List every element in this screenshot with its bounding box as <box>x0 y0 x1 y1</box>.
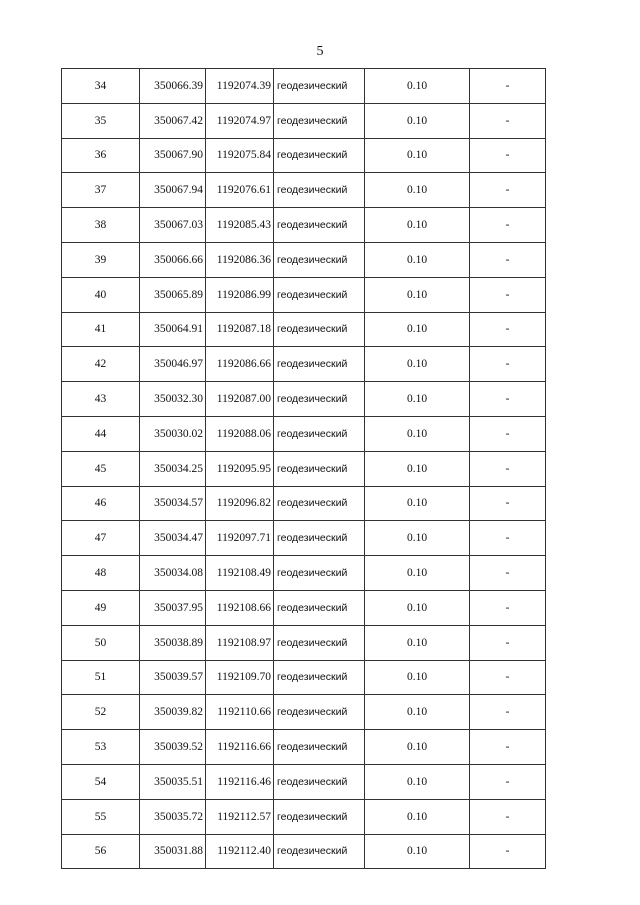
description-cell: - <box>470 799 546 834</box>
x-coordinate-cell: 350067.94 <box>140 173 206 208</box>
y-coordinate-cell: 1192074.97 <box>206 103 274 138</box>
coordinates-table <box>61 68 546 869</box>
method-cell: геодезический <box>274 590 365 625</box>
table-row <box>62 730 546 765</box>
accuracy-cell: 0.10 <box>365 382 470 417</box>
method-cell: геодезический <box>274 521 365 556</box>
table-row <box>62 521 546 556</box>
accuracy-cell: 0.10 <box>365 451 470 486</box>
x-coordinate-cell: 350066.66 <box>140 242 206 277</box>
point-number-cell: 45 <box>62 451 140 486</box>
accuracy-cell: 0.10 <box>365 347 470 382</box>
method-cell: геодезический <box>274 730 365 765</box>
accuracy-cell: 0.10 <box>365 695 470 730</box>
point-number-cell: 46 <box>62 486 140 521</box>
point-number-cell: 39 <box>62 242 140 277</box>
accuracy-cell: 0.10 <box>365 799 470 834</box>
x-coordinate-cell: 350035.51 <box>140 764 206 799</box>
accuracy-cell: 0.10 <box>365 103 470 138</box>
x-coordinate-cell: 350039.52 <box>140 730 206 765</box>
accuracy-cell: 0.10 <box>365 556 470 591</box>
point-number-cell: 41 <box>62 312 140 347</box>
accuracy-cell: 0.10 <box>365 590 470 625</box>
y-coordinate-cell: 1192112.57 <box>206 799 274 834</box>
x-coordinate-cell: 350034.57 <box>140 486 206 521</box>
y-coordinate-cell: 1192097.71 <box>206 521 274 556</box>
method-cell: геодезический <box>274 486 365 521</box>
x-coordinate-cell: 350046.97 <box>140 347 206 382</box>
y-coordinate-cell: 1192108.49 <box>206 556 274 591</box>
point-number-cell: 38 <box>62 208 140 243</box>
y-coordinate-cell: 1192109.70 <box>206 660 274 695</box>
method-cell: геодезический <box>274 312 365 347</box>
description-cell: - <box>470 312 546 347</box>
point-number-cell: 50 <box>62 625 140 660</box>
table-row <box>62 799 546 834</box>
x-coordinate-cell: 350032.30 <box>140 382 206 417</box>
description-cell: - <box>470 764 546 799</box>
method-cell: геодезический <box>274 799 365 834</box>
accuracy-cell: 0.10 <box>365 242 470 277</box>
point-number-cell: 37 <box>62 173 140 208</box>
y-coordinate-cell: 1192112.40 <box>206 834 274 869</box>
x-coordinate-cell: 350037.95 <box>140 590 206 625</box>
point-number-cell: 48 <box>62 556 140 591</box>
table-row <box>62 834 546 869</box>
table-row <box>62 660 546 695</box>
y-coordinate-cell: 1192087.18 <box>206 312 274 347</box>
x-coordinate-cell: 350066.39 <box>140 69 206 104</box>
accuracy-cell: 0.10 <box>365 173 470 208</box>
table-row <box>62 764 546 799</box>
accuracy-cell: 0.10 <box>365 208 470 243</box>
x-coordinate-cell: 350039.82 <box>140 695 206 730</box>
method-cell: геодезический <box>274 556 365 591</box>
accuracy-cell: 0.10 <box>365 730 470 765</box>
description-cell: - <box>470 277 546 312</box>
x-coordinate-cell: 350034.47 <box>140 521 206 556</box>
method-cell: геодезический <box>274 242 365 277</box>
y-coordinate-cell: 1192086.36 <box>206 242 274 277</box>
description-cell: - <box>470 416 546 451</box>
table-row <box>62 138 546 173</box>
description-cell: - <box>470 242 546 277</box>
y-coordinate-cell: 1192074.39 <box>206 69 274 104</box>
table-row <box>62 625 546 660</box>
x-coordinate-cell: 350038.89 <box>140 625 206 660</box>
table-row <box>62 486 546 521</box>
accuracy-cell: 0.10 <box>365 416 470 451</box>
table-row <box>62 382 546 417</box>
method-cell: геодезический <box>274 382 365 417</box>
y-coordinate-cell: 1192110.66 <box>206 695 274 730</box>
y-coordinate-cell: 1192076.61 <box>206 173 274 208</box>
description-cell: - <box>470 138 546 173</box>
point-number-cell: 44 <box>62 416 140 451</box>
method-cell: геодезический <box>274 416 365 451</box>
description-cell: - <box>470 695 546 730</box>
table-row <box>62 556 546 591</box>
method-cell: геодезический <box>274 660 365 695</box>
y-coordinate-cell: 1192075.84 <box>206 138 274 173</box>
table-row <box>62 208 546 243</box>
method-cell: геодезический <box>274 834 365 869</box>
x-coordinate-cell: 350067.42 <box>140 103 206 138</box>
point-number-cell: 49 <box>62 590 140 625</box>
method-cell: геодезический <box>274 451 365 486</box>
y-coordinate-cell: 1192116.66 <box>206 730 274 765</box>
description-cell: - <box>470 660 546 695</box>
accuracy-cell: 0.10 <box>365 521 470 556</box>
table-row <box>62 69 546 104</box>
table-row <box>62 312 546 347</box>
coordinates-table-body <box>62 69 546 869</box>
accuracy-cell: 0.10 <box>365 312 470 347</box>
table-row <box>62 242 546 277</box>
accuracy-cell: 0.10 <box>365 486 470 521</box>
accuracy-cell: 0.10 <box>365 834 470 869</box>
point-number-cell: 51 <box>62 660 140 695</box>
accuracy-cell: 0.10 <box>365 138 470 173</box>
method-cell: геодезический <box>274 625 365 660</box>
description-cell: - <box>470 486 546 521</box>
y-coordinate-cell: 1192116.46 <box>206 764 274 799</box>
description-cell: - <box>470 69 546 104</box>
point-number-cell: 55 <box>62 799 140 834</box>
y-coordinate-cell: 1192108.97 <box>206 625 274 660</box>
table-row <box>62 347 546 382</box>
table-row <box>62 103 546 138</box>
description-cell: - <box>470 590 546 625</box>
description-cell: - <box>470 521 546 556</box>
method-cell: геодезический <box>274 695 365 730</box>
method-cell: геодезический <box>274 138 365 173</box>
x-coordinate-cell: 350030.02 <box>140 416 206 451</box>
table-row <box>62 451 546 486</box>
description-cell: - <box>470 730 546 765</box>
point-number-cell: 43 <box>62 382 140 417</box>
table-row <box>62 695 546 730</box>
y-coordinate-cell: 1192087.00 <box>206 382 274 417</box>
x-coordinate-cell: 350064.91 <box>140 312 206 347</box>
accuracy-cell: 0.10 <box>365 625 470 660</box>
table-row <box>62 277 546 312</box>
x-coordinate-cell: 350067.90 <box>140 138 206 173</box>
point-number-cell: 35 <box>62 103 140 138</box>
y-coordinate-cell: 1192088.06 <box>206 416 274 451</box>
x-coordinate-cell: 350031.88 <box>140 834 206 869</box>
y-coordinate-cell: 1192108.66 <box>206 590 274 625</box>
x-coordinate-cell: 350039.57 <box>140 660 206 695</box>
method-cell: геодезический <box>274 208 365 243</box>
description-cell: - <box>470 347 546 382</box>
x-coordinate-cell: 350067.03 <box>140 208 206 243</box>
method-cell: геодезический <box>274 347 365 382</box>
description-cell: - <box>470 451 546 486</box>
method-cell: геодезический <box>274 69 365 104</box>
description-cell: - <box>470 173 546 208</box>
point-number-cell: 40 <box>62 277 140 312</box>
table-row <box>62 590 546 625</box>
x-coordinate-cell: 350034.25 <box>140 451 206 486</box>
description-cell: - <box>470 625 546 660</box>
point-number-cell: 56 <box>62 834 140 869</box>
y-coordinate-cell: 1192096.82 <box>206 486 274 521</box>
accuracy-cell: 0.10 <box>365 660 470 695</box>
y-coordinate-cell: 1192085.43 <box>206 208 274 243</box>
accuracy-cell: 0.10 <box>365 277 470 312</box>
point-number-cell: 54 <box>62 764 140 799</box>
description-cell: - <box>470 834 546 869</box>
method-cell: геодезический <box>274 277 365 312</box>
accuracy-cell: 0.10 <box>365 764 470 799</box>
x-coordinate-cell: 350034.08 <box>140 556 206 591</box>
description-cell: - <box>470 103 546 138</box>
point-number-cell: 42 <box>62 347 140 382</box>
description-cell: - <box>470 382 546 417</box>
method-cell: геодезический <box>274 103 365 138</box>
y-coordinate-cell: 1192086.66 <box>206 347 274 382</box>
point-number-cell: 47 <box>62 521 140 556</box>
point-number-cell: 52 <box>62 695 140 730</box>
table-row <box>62 416 546 451</box>
description-cell: - <box>470 556 546 591</box>
table-row <box>62 173 546 208</box>
page-number: 5 <box>316 44 324 59</box>
accuracy-cell: 0.10 <box>365 69 470 104</box>
method-cell: геодезический <box>274 173 365 208</box>
point-number-cell: 36 <box>62 138 140 173</box>
x-coordinate-cell: 350035.72 <box>140 799 206 834</box>
method-cell: геодезический <box>274 764 365 799</box>
y-coordinate-cell: 1192086.99 <box>206 277 274 312</box>
point-number-cell: 34 <box>62 69 140 104</box>
y-coordinate-cell: 1192095.95 <box>206 451 274 486</box>
point-number-cell: 53 <box>62 730 140 765</box>
x-coordinate-cell: 350065.89 <box>140 277 206 312</box>
description-cell: - <box>470 208 546 243</box>
